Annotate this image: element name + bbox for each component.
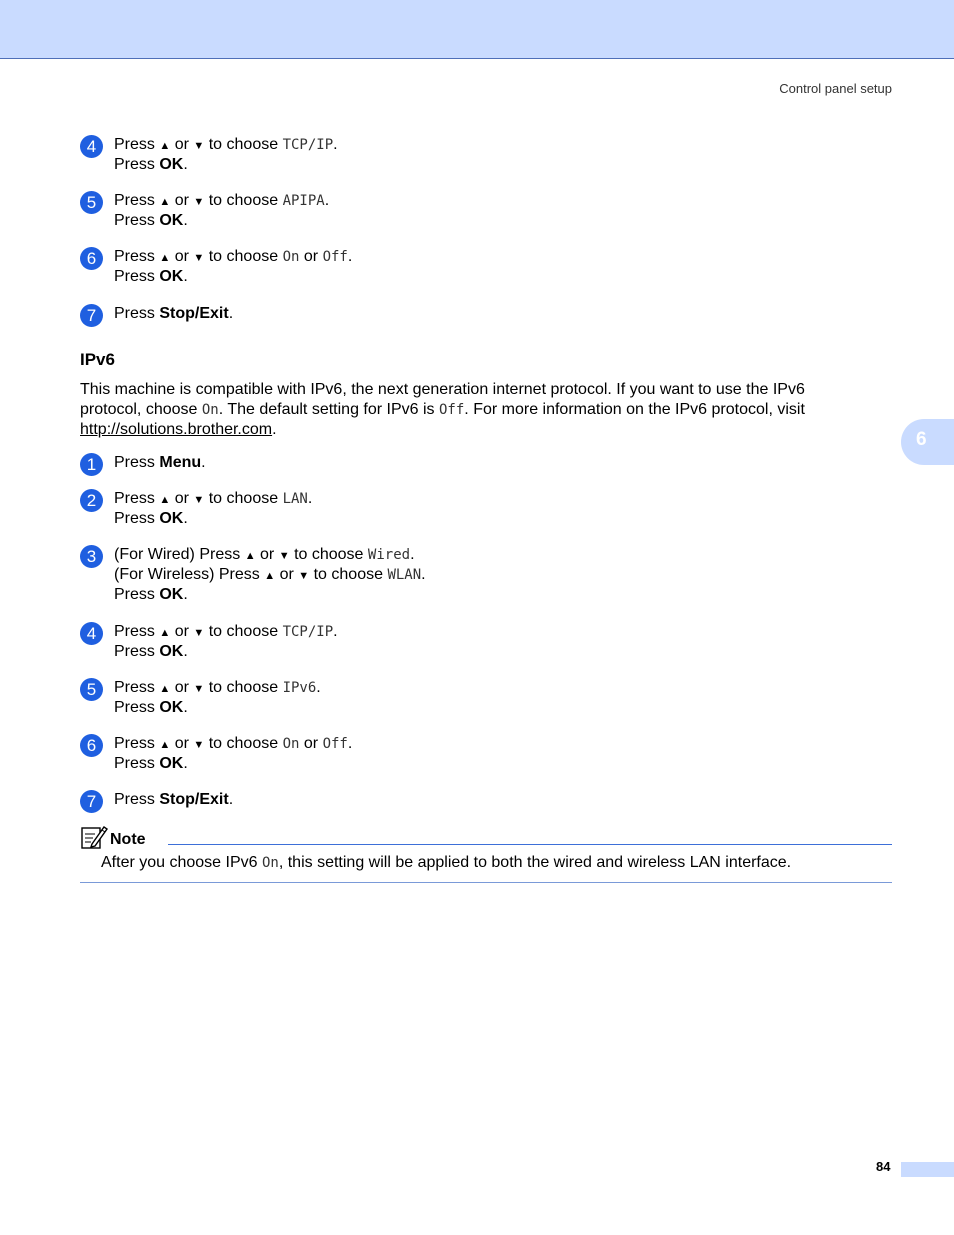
up-arrow-icon: ▲ <box>159 739 171 751</box>
menu-value: TCP/IP <box>282 624 334 640</box>
note-bottom-rule <box>80 882 892 883</box>
up-arrow-icon: ▲ <box>159 683 171 695</box>
page-number: 84 <box>876 1159 891 1174</box>
chapter-number: 6 <box>916 429 927 450</box>
up-arrow-icon: ▲ <box>159 252 171 264</box>
ok-key: OK <box>159 586 184 603</box>
ok-key: OK <box>159 510 184 527</box>
section-paragraph: This machine is compatible with IPv6, the next generation internet protocol. If you want to use the IPv6 protocol, choose On. The default setting for IPv6 is Off. For more information on the IPv6 protocol, visit http://solutions.brother.com. <box>80 381 805 438</box>
down-arrow-icon: ▼ <box>193 252 205 264</box>
up-arrow-icon: ▲ <box>159 140 171 152</box>
footer-tab <box>901 1162 954 1177</box>
up-arrow-icon: ▲ <box>159 627 171 639</box>
step-number-icon: 6 <box>80 734 103 757</box>
step-number-icon: 6 <box>80 247 103 270</box>
ok-key: OK <box>159 268 184 285</box>
up-arrow-icon: ▲ <box>244 550 256 562</box>
menu-value: TCP/IP <box>282 137 334 153</box>
section-title: IPv6 <box>80 350 115 369</box>
pencil-note-icon <box>80 824 108 850</box>
chapter-tab <box>901 419 954 465</box>
note-body: After you choose IPv6 On, this setting will be applied to both the wired and wireless LAN interface. <box>101 854 792 871</box>
step-number-icon: 1 <box>80 453 103 476</box>
down-arrow-icon: ▼ <box>193 627 205 639</box>
ok-key: OK <box>159 156 184 173</box>
down-arrow-icon: ▼ <box>193 683 205 695</box>
menu-value: Off <box>322 736 348 752</box>
menu-value: Wired <box>367 547 411 563</box>
menu-value: WLAN <box>387 567 422 583</box>
step-number-icon: 7 <box>80 790 103 813</box>
menu-value: On <box>282 736 300 752</box>
down-arrow-icon: ▼ <box>278 550 290 562</box>
ok-key: OK <box>159 643 184 660</box>
running-head: Control panel setup <box>779 81 892 96</box>
solutions-link[interactable]: http://solutions.brother.com <box>80 421 273 438</box>
up-arrow-icon: ▲ <box>159 196 171 208</box>
down-arrow-icon: ▼ <box>193 196 205 208</box>
step-number-icon: 7 <box>80 304 103 327</box>
step-number-icon: 2 <box>80 489 103 512</box>
down-arrow-icon: ▼ <box>193 140 205 152</box>
note-title: Note <box>110 831 146 848</box>
up-arrow-icon: ▲ <box>264 570 276 582</box>
menu-key: Menu <box>159 454 202 471</box>
step-number-icon: 4 <box>80 135 103 158</box>
up-arrow-icon: ▲ <box>159 494 171 506</box>
step-number-icon: 3 <box>80 545 103 568</box>
step-number-icon: 5 <box>80 678 103 701</box>
menu-value: APIPA <box>282 193 325 209</box>
step-number-icon: 4 <box>80 622 103 645</box>
stop-exit-key: Stop/Exit <box>159 791 229 808</box>
menu-value: IPv6 <box>282 680 317 696</box>
menu-value: Off <box>322 249 348 265</box>
ok-key: OK <box>159 755 184 772</box>
down-arrow-icon: ▼ <box>193 739 205 751</box>
stop-exit-key: Stop/Exit <box>159 305 229 322</box>
down-arrow-icon: ▼ <box>298 570 310 582</box>
menu-value: LAN <box>282 491 308 507</box>
down-arrow-icon: ▼ <box>193 494 205 506</box>
header-band <box>0 0 954 59</box>
menu-value: On <box>282 249 300 265</box>
note-rule <box>168 844 892 845</box>
ok-key: OK <box>159 212 184 229</box>
step-number-icon: 5 <box>80 191 103 214</box>
ok-key: OK <box>159 699 184 716</box>
